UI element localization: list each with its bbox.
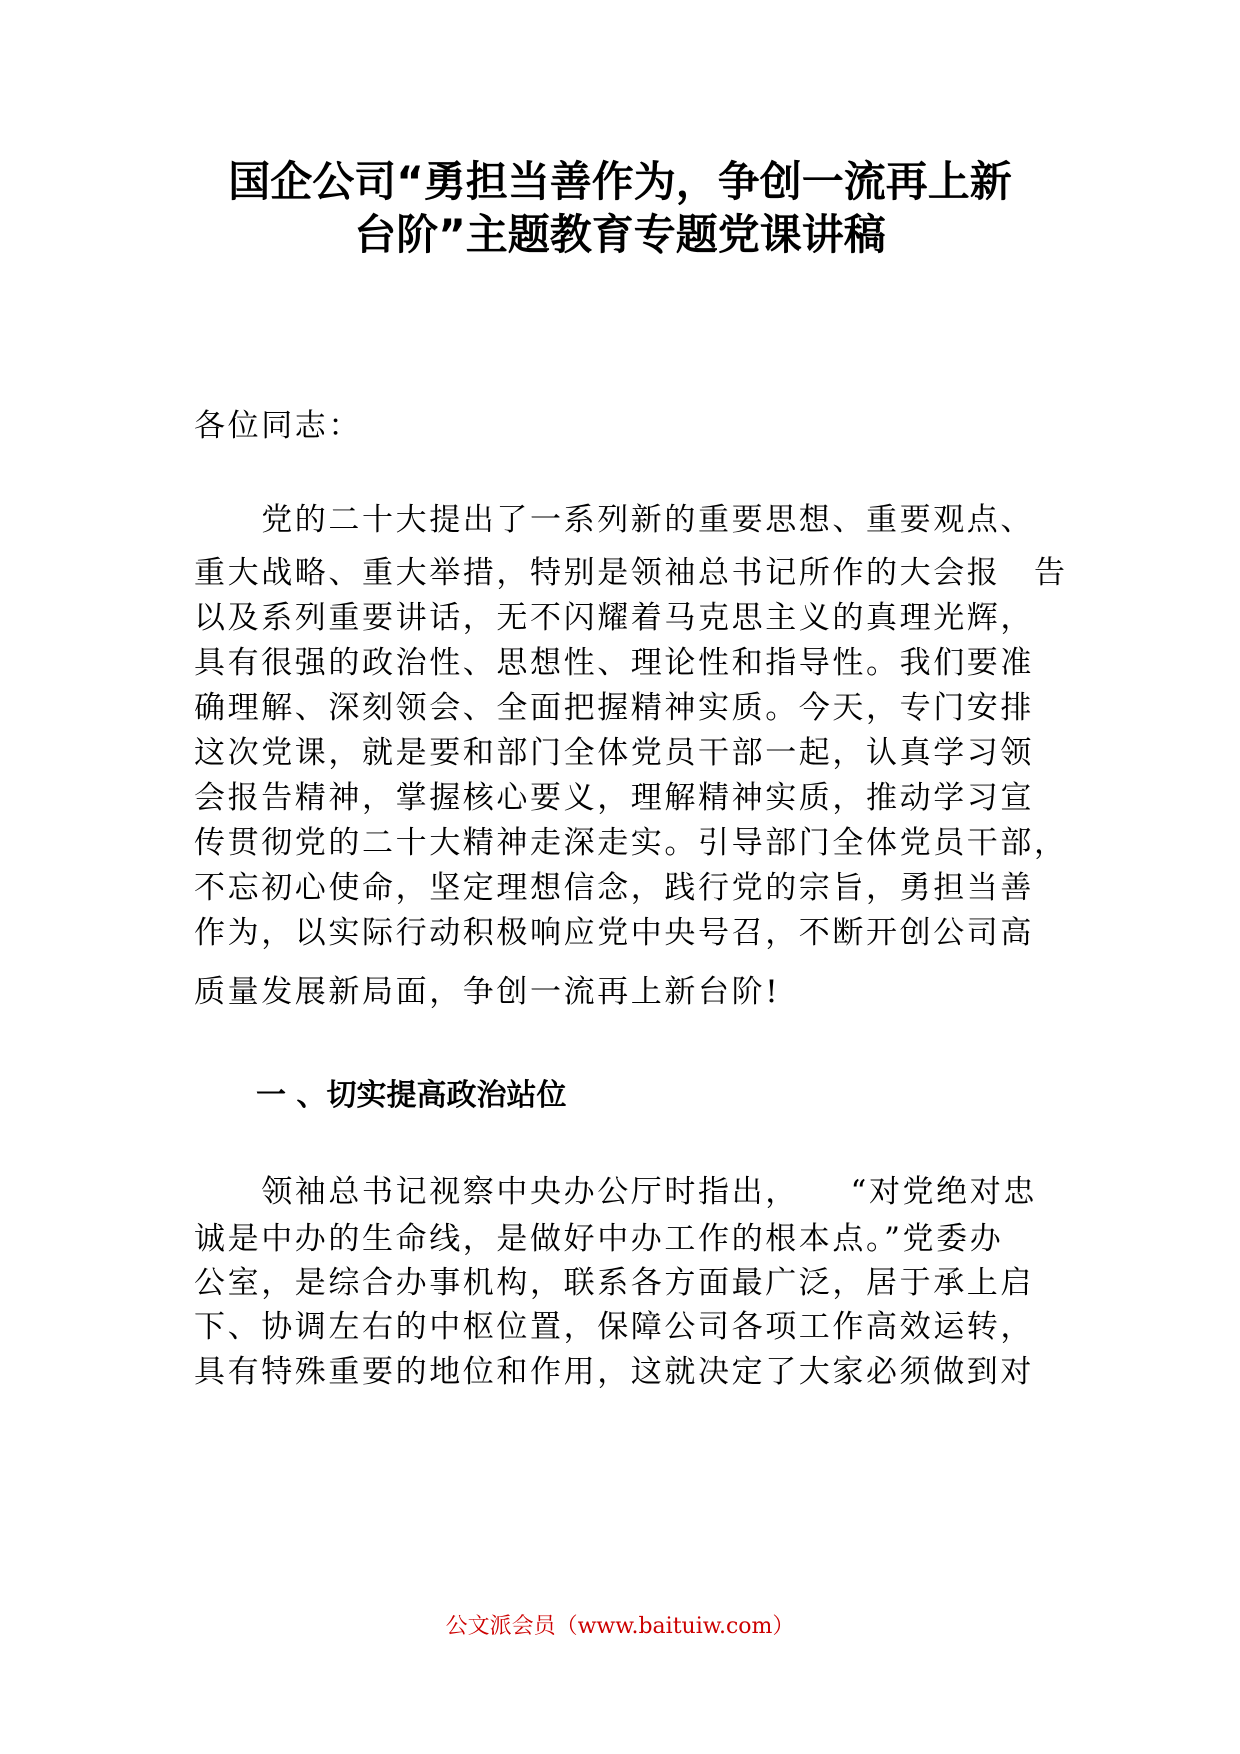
document-title-line-2: 台阶”主题教育专题党课讲稿 xyxy=(354,210,886,259)
section-heading-1: 一 、切实提高政治站位 xyxy=(256,1078,567,1113)
salutation: 各位同志： xyxy=(194,408,362,444)
intro-line: 传贯彻党的二十大精神走深走实。引导部门全体党员干部， xyxy=(194,825,1068,861)
section-1-line: 诚是中办的生命线，是做好中办工作的根本点。”党委办 xyxy=(194,1221,1004,1257)
document-title-line-1: 国企公司“勇担当善作为，争创一流再上新 xyxy=(228,157,1012,206)
intro-line: 质量发展新局面，争创一流再上新台阶! xyxy=(194,974,781,1010)
intro-line: 确理解、深刻领会、全面把握精神实质。今天，专门安排 xyxy=(194,690,1034,726)
intro-line: 具有很强的政治性、思想性、理论性和指导性。我们要准 xyxy=(194,645,1034,681)
footer-watermark: 公文派会员（www.baituiw.com） xyxy=(445,1614,795,1639)
intro-line: 不忘初心使命，坚定理想信念，践行党的宗旨，勇担当善 xyxy=(194,870,1034,906)
intro-line: 以及系列重要讲话，无不闪耀着马克思主义的真理光辉， xyxy=(194,600,1034,636)
intro-line: 会报告精神，掌握核心要义，理解精神实质，推动学习宣 xyxy=(194,780,1034,816)
section-1-line: 公室，是综合办事机构，联系各方面最广泛，居于承上启 xyxy=(194,1265,1034,1301)
intro-line: 重大战略、重大举措，特别是领袖总书记所作的大会报 告 xyxy=(194,555,1068,591)
intro-line: 党的二十大提出了一系列新的重要思想、重要观点、 xyxy=(194,502,1034,538)
section-1-line: 具有特殊重要的地位和作用，这就决定了大家必须做到对 xyxy=(194,1354,1034,1390)
section-1-line: 领袖总书记视察中央办公厅时指出， “对党绝对忠 xyxy=(194,1174,1037,1210)
intro-line: 这次党课，就是要和部门全体党员干部一起，认真学习领 xyxy=(194,735,1034,771)
intro-line: 作为，以实际行动积极响应党中央号召，不断开创公司高 xyxy=(194,915,1034,951)
section-1-line: 下、协调左右的中枢位置，保障公司各项工作高效运转， xyxy=(194,1309,1034,1345)
